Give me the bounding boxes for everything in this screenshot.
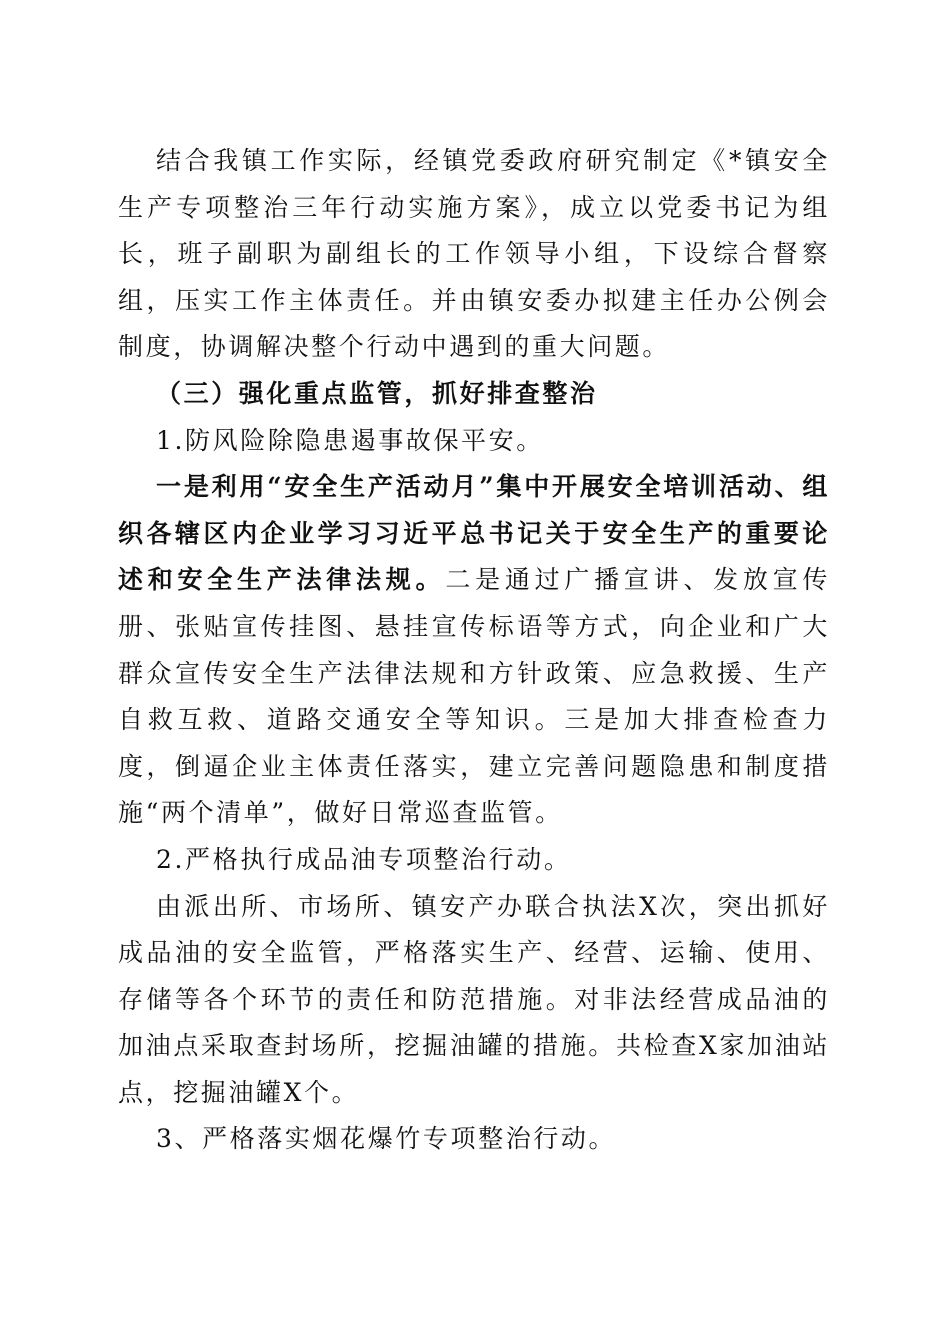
section-heading-3: （三）强化重点监管，抓好排查整治 [156, 378, 598, 408]
subsection-1-rest: 二是通过广播宣讲、发放宣传册、张贴宣传挂图、悬挂宣传标语等方式，向企业和广大群众宣传安全生产法律法规和方针政策、应急救援、生产自救互救、道路交通安全等知识。三是加大排查检查力度，倒逼企业主体责任落实，建立完善问题隐患和制度措施“两个清单”，做好日常巡查监管。 [118, 565, 830, 828]
subsection-2-title: 2.严格执行成品油专项整治行动。 [156, 844, 572, 874]
subsection-1-title: 1.防风险除隐患遏事故保平安。 [156, 425, 544, 455]
document-body [118, 138, 830, 1163]
subsection-3-title: 3、严格落实烟花爆竹专项整治行动。 [156, 1124, 617, 1154]
subsection-1-body [118, 464, 830, 837]
paragraph-leadership: 结合我镇工作实际，经镇党委政府研究制定《*镇安全生产专项整治三年行动实施方案》，成立以党委书记为组长，班子副职为副组长的工作领导小组，下设综合督察组，压实工作主体责任。并由镇安委办拟建主任办公例会制度，协调解决整个行动中遇到的重大问题。 [118, 146, 830, 362]
subsection-2-body: 由派出所、市场所、镇安产办联合执法X次，突出抓好成品油的安全监管，严格落实生产、经营、运输、使用、存储等各个环节的责任和防范措施。对非法经营成品油的加油点采取查封场所，挖掘油罐的措施。共检查X家加油站点，挖掘油罐X个。 [118, 891, 830, 1107]
subsection-1-bold-lead: 一是利用“安全生产活动月”集中开展安全培训活动、组织各辖区内企业学习习近平总书记关于安全生产的重要论述和安全生产法律法规。 [118, 472, 830, 595]
